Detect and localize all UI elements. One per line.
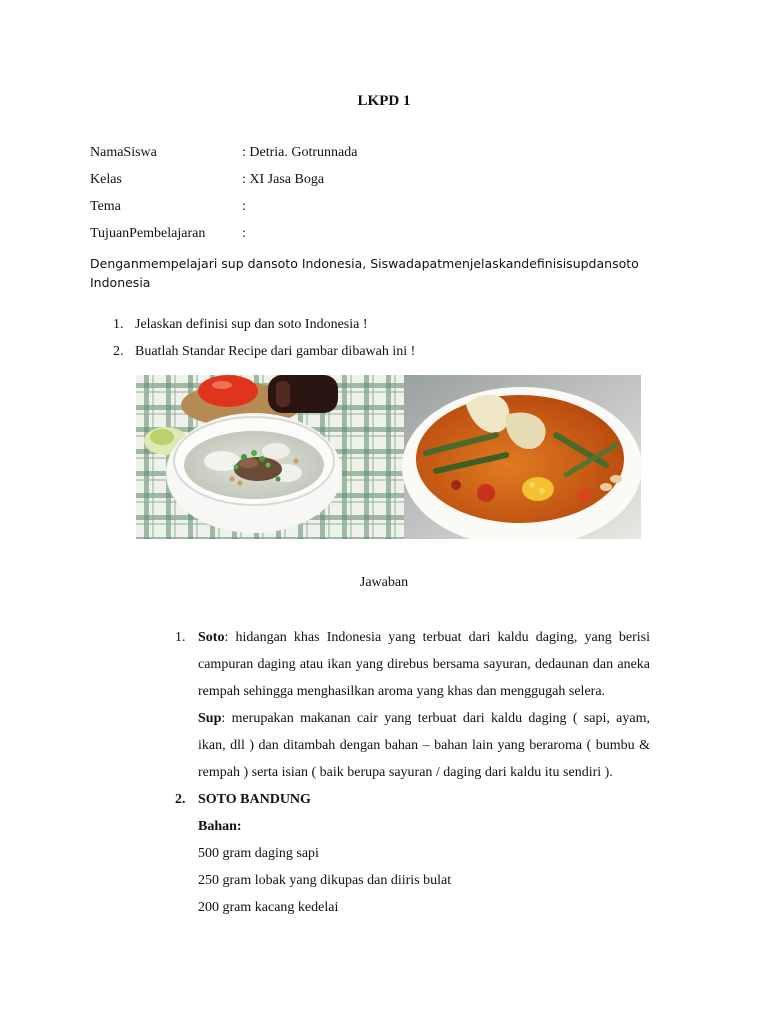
question-1 <box>113 317 368 333</box>
ingredients-label: Bahan: <box>198 819 242 834</box>
ingredient-item: 250 gram lobak yang dikupas dan diiris bulat <box>198 873 452 888</box>
info-value: : Detria. Gotrunnada <box>242 145 358 160</box>
sayur-photo <box>402 375 641 539</box>
question-number: 2. <box>113 344 124 359</box>
soto-definition-line-2: campuran daging atau ikan yang direbus bersama sayuran, dedaunan dan aneka <box>198 657 650 672</box>
answer-number: 1. <box>175 630 186 645</box>
ingredient-item: 500 gram daging sapi <box>198 846 319 861</box>
answers-heading: Jawaban <box>359 575 409 590</box>
soto-photo <box>136 375 404 539</box>
soto-definition-line-1: Soto: hidangan khas Indonesia yang terbuat dari kaldu daging, yang berisi <box>198 630 650 645</box>
document-title: LKPD 1 <box>357 93 411 109</box>
sup-definition-line-1: Sup: merupakan makanan cair yang terbuat dari kaldu daging ( sapi, ayam, <box>198 711 650 726</box>
sup-term: Sup <box>198 711 222 726</box>
question-2 <box>113 344 415 360</box>
info-label: NamaSiswa <box>90 145 157 160</box>
info-label: Kelas <box>90 172 122 187</box>
question-text: Jelaskan definisi sup dan soto Indonesia ! <box>135 317 368 332</box>
info-value: : <box>242 226 246 241</box>
food-photos <box>136 375 641 539</box>
info-label: Tema <box>90 199 121 214</box>
soto-term: Soto <box>198 630 225 645</box>
question-number: 1. <box>113 317 124 332</box>
learning-objective: Denganmempelajari sup dansoto Indonesia, Siswadapatmenjelaskandefinisisupdansoto Indonesia <box>90 256 639 290</box>
soto-definition-line-3: rempah sehingga menghasilkan aroma yang khas dan menggugah selera. <box>198 684 606 699</box>
ingredient-item: 200 gram kacang kedelai <box>198 900 339 915</box>
sup-definition-line-2: ikan, dll ) dan ditambah dengan bahan – bahan lain yang beraroma ( bumbu & <box>198 738 650 753</box>
info-label: TujuanPembelajaran <box>90 226 206 241</box>
recipe-title: SOTO BANDUNG <box>198 792 311 807</box>
sup-definition-line-3: rempah ) serta isian ( baik berupa sayuran / daging dari kaldu itu sendiri ). <box>198 765 613 780</box>
info-value: : <box>242 199 246 214</box>
info-value: : XI Jasa Boga <box>242 172 325 187</box>
answer-number: 2. <box>175 792 186 807</box>
question-text: Buatlah Standar Recipe dari gambar dibawah ini ! <box>135 344 416 359</box>
